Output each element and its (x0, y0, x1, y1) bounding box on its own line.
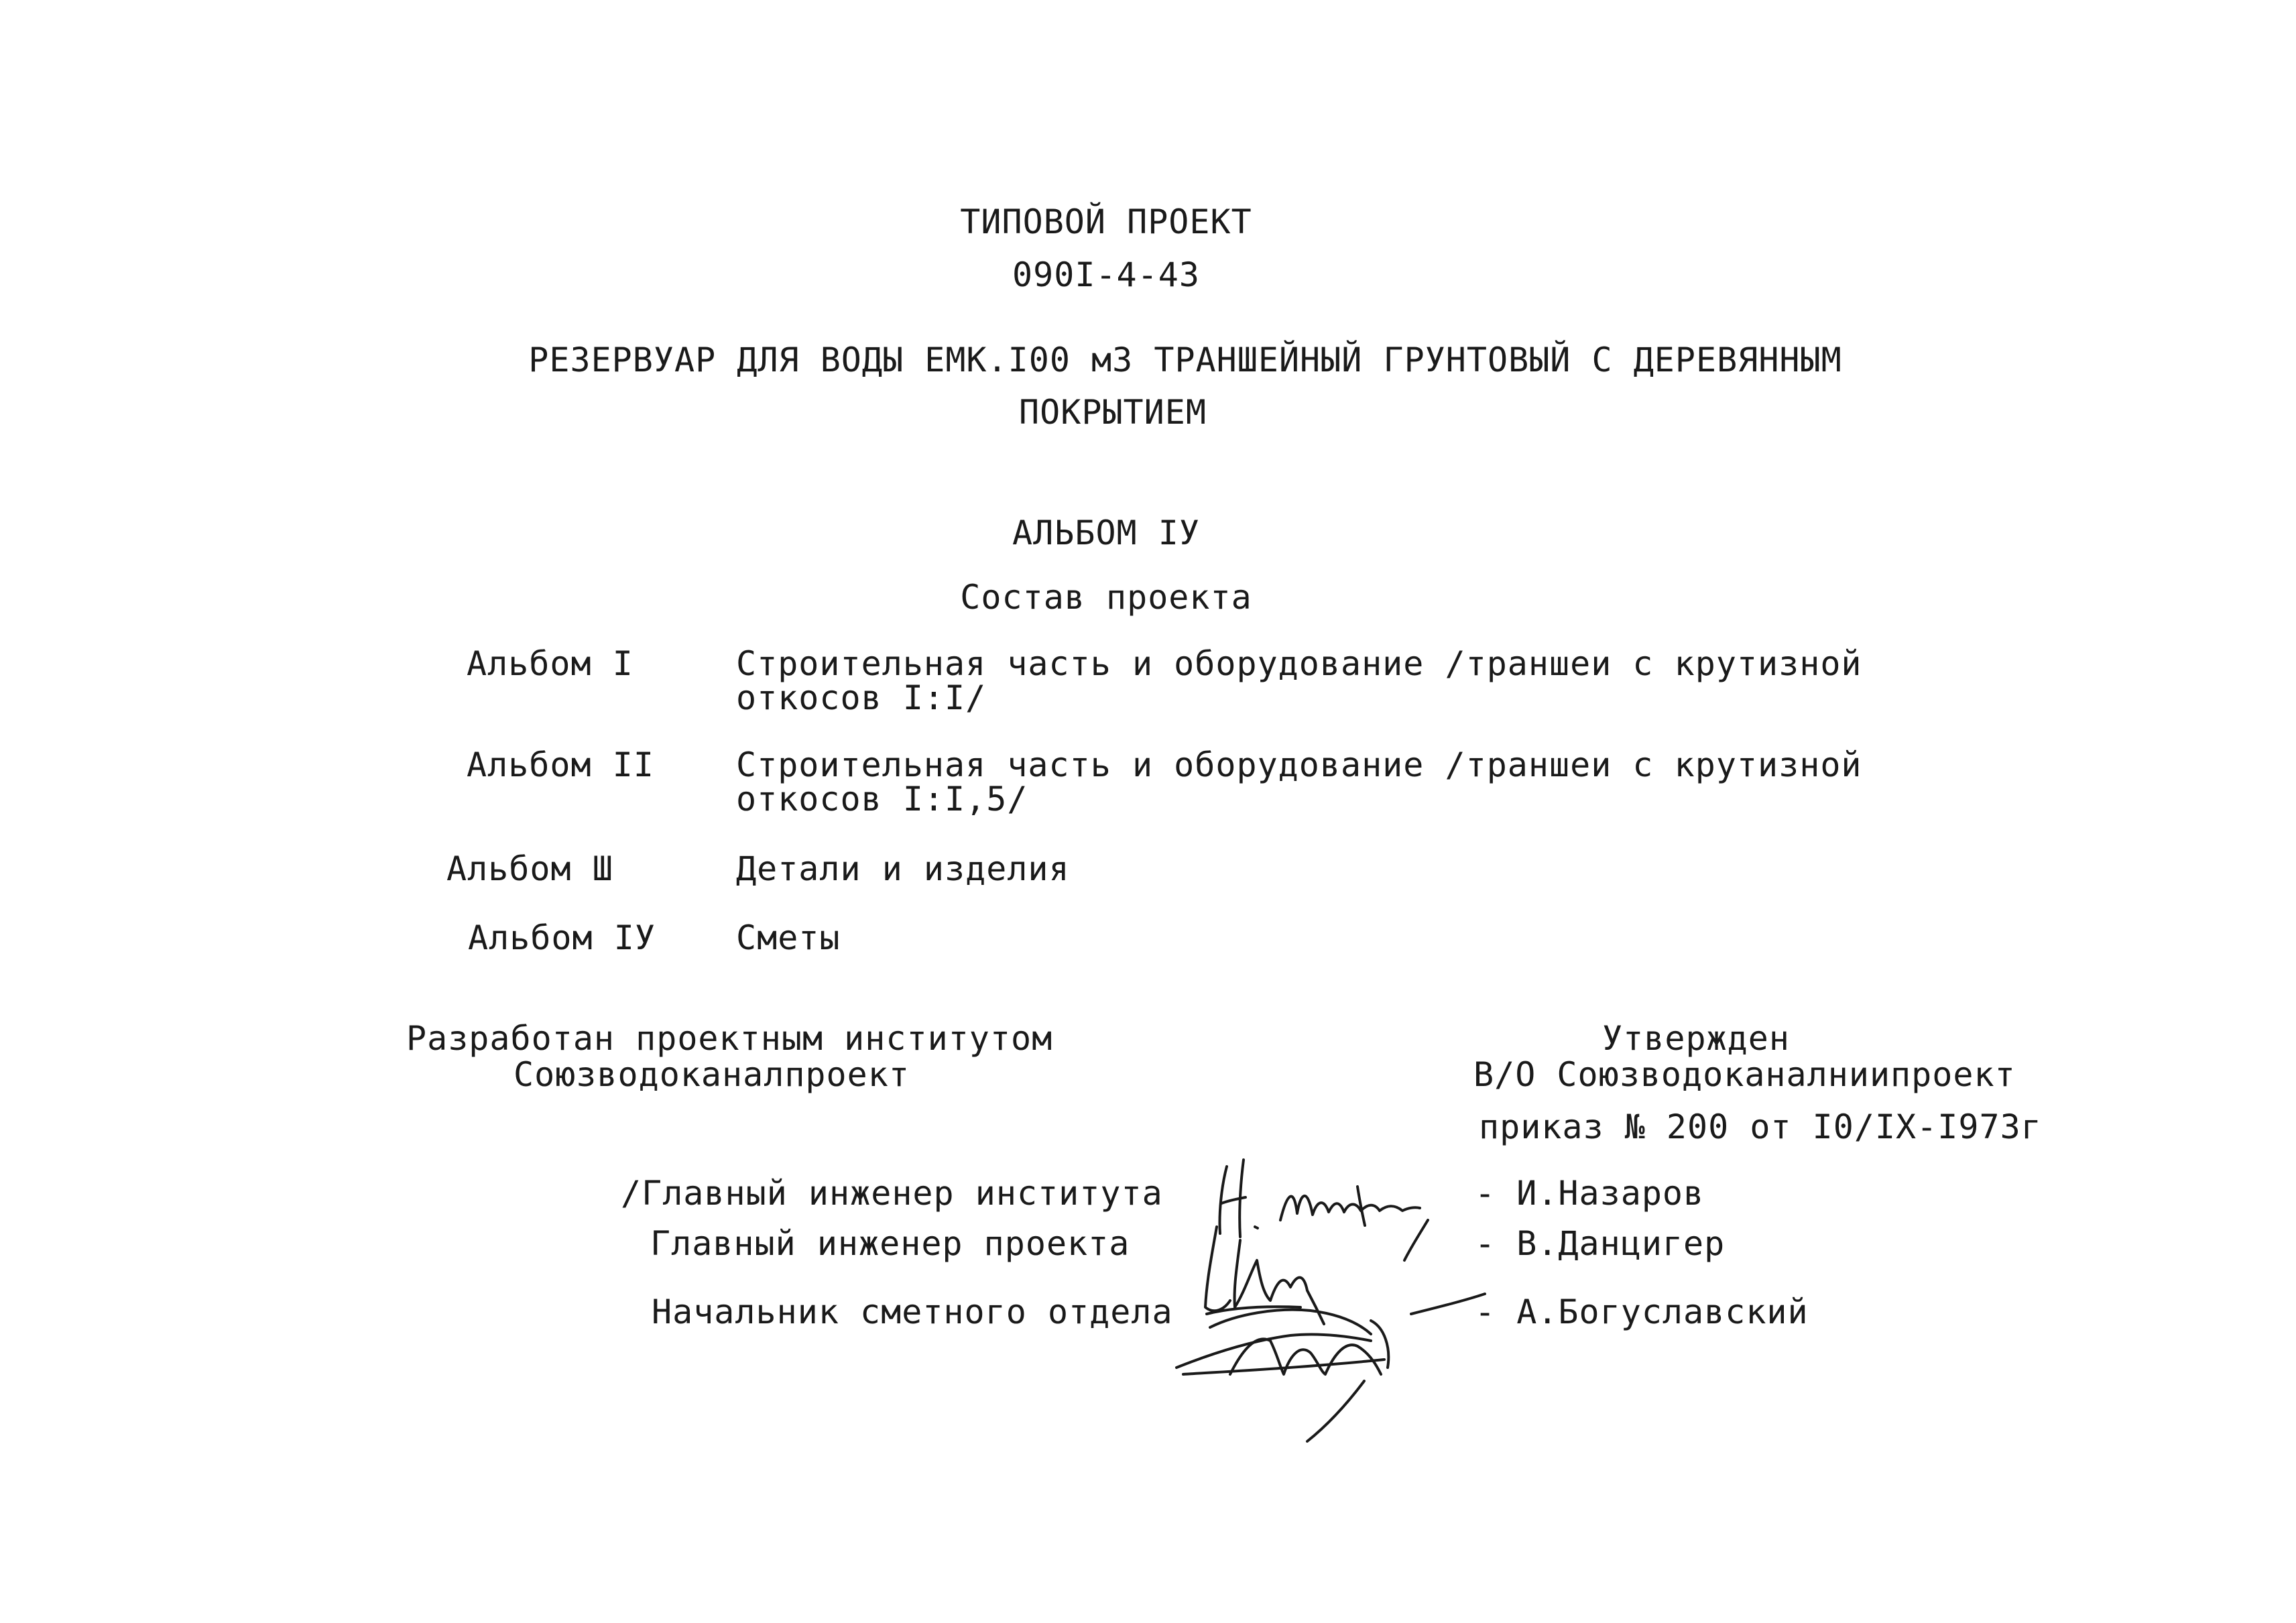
contents-desc-2-line-1: Строительная часть и оборудование /траншеи с крутизной (736, 745, 1862, 784)
contents-label-4: Альбом IУ (468, 918, 656, 957)
signatory-name-2: - В.Данцигер (1475, 1224, 1726, 1263)
title-line-1: РЕЗЕРВУАР ДЛЯ ВОДЫ ЕМК.I00 м3 ТРАНШЕЙНЫЙ ГРУНТОВЫЙ С ДЕРЕВЯННЫМ (528, 341, 1842, 379)
contents-label-3: Альбом Ш (446, 849, 613, 888)
developed-line-2: Союзводоканалпроект (513, 1055, 910, 1094)
contents-desc-1-line-2: откосов I:I/ (736, 678, 987, 717)
title-line-2: ПОКРЫТИЕМ (1019, 393, 1207, 432)
signatory-position-2: Главный инженер проекта (650, 1224, 1130, 1263)
signatory-name-3: - А.Богуславский (1475, 1293, 1809, 1331)
signature-boguslavsky (1170, 1274, 1492, 1448)
contents-desc-1-line-1: Строительная часть и оборудование /траншеи с крутизной (736, 644, 1862, 683)
doc-number: 090I-4-43 (1012, 255, 1200, 294)
approved-line-3: приказ № 200 от I0/IX-I973г (1479, 1107, 2042, 1146)
album-heading: АЛЬБОМ IУ (1012, 514, 1200, 552)
approved-line-1: Утвержден (1602, 1019, 1790, 1058)
approved-line-2: В/О Союзводоканалниипроект (1473, 1055, 2016, 1094)
contents-desc-2-line-2: откосов I:I,5/ (736, 780, 1028, 819)
signatory-name-1: - И.Назаров (1475, 1174, 1705, 1213)
doc-type: ТИПОВОЙ ПРОЕКТ (960, 202, 1252, 241)
signatory-position-3: Начальник сметного отдела (652, 1293, 1173, 1331)
contents-heading: Состав проекта (960, 578, 1252, 617)
contents-desc-4-line-1: Сметы (736, 918, 841, 957)
developed-line-1: Разработан проектным институтом (406, 1019, 1053, 1058)
contents-desc-3-line-1: Детали и изделия (736, 849, 1070, 888)
signatory-position-1: /Главный инженер института (621, 1174, 1163, 1213)
contents-label-2: Альбом II (467, 745, 654, 784)
contents-label-1: Альбом I (467, 644, 633, 683)
